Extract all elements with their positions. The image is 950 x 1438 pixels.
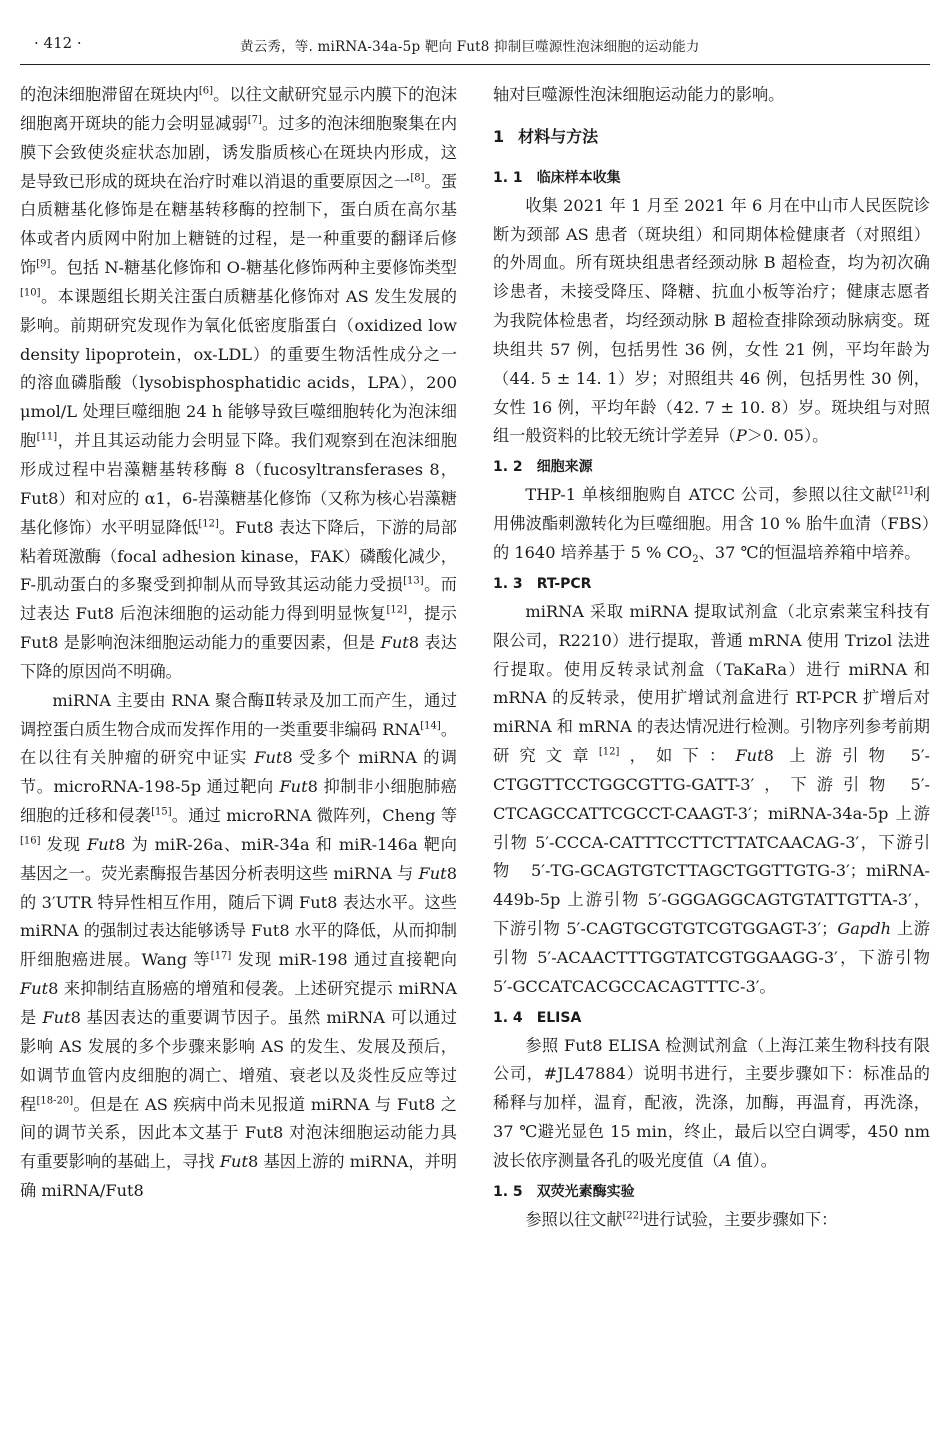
citation-ref[interactable]: [16]	[20, 835, 41, 847]
subsection-title: ELISA	[536, 1009, 582, 1026]
right-column	[493, 81, 930, 1235]
citation-ref[interactable]: [22]	[622, 1210, 644, 1222]
subsection-number: 1. 4	[493, 1009, 523, 1026]
citation-ref[interactable]: [12]	[198, 518, 219, 530]
paragraph-luciferase	[493, 1206, 930, 1235]
text-run: miRNA 主要由 RNA 聚合酶Ⅱ转录及加工而产生，通过调控蛋白质生物合成而发挥作用的一类重要非编码 RNA	[20, 690, 457, 739]
text-run: ，提示 Fut8 是影响泡沫细胞运动能力的重要因素，但是	[20, 604, 457, 653]
text-run: 。而过表达 Fut8 后泡沫细胞的运动能力得到明显恢复	[20, 575, 457, 624]
section-heading-methods	[493, 123, 930, 152]
text-run: ，并且其运动能力会明显下降。我们观察到在泡沫细胞形成过程中岩藻糖基转移酶 8（fucosyltransferases 8，Fut8）和对应的 α1，6-岩藻糖基化修饰（又称为核心岩藻糖基化修饰）水平明显降低	[20, 431, 458, 537]
subsection-heading-1-5	[493, 1178, 930, 1206]
text-run: THP-1 单核细胞购自 ATCC 公司，参照以往文献	[525, 485, 893, 505]
subsection-number: 1. 3	[493, 575, 523, 592]
text-run: 发现	[40, 834, 87, 854]
subsection-number: 1. 1	[493, 169, 523, 186]
variable-italic: A	[719, 1151, 732, 1170]
subsection-heading-1-4	[493, 1004, 930, 1032]
subsection-heading-1-3	[493, 570, 930, 598]
subsection-title: 双荧光素酶实验	[536, 1183, 635, 1200]
subsection-title: RT-PCR	[536, 575, 592, 592]
text-run: 8 抑制非小细胞肺癌细胞的迁移和侵袭	[20, 777, 457, 826]
text-run: 8 来抑制结直肠癌的增殖和侵袭。上述研究提示 miRNA 是	[20, 979, 457, 1027]
subscript: 2	[692, 554, 699, 566]
citation-ref[interactable]: [17]	[210, 950, 232, 962]
text-run: 收集 2021 年 1 月至 2021 年 6 月在中山市人民医院诊断为颈部 AS 患者（斑块组）和同期体检健康者（对照组）的外周血。所有斑块组患者经颈动脉 B 超检查，均为初次确诊患者，未接受降压、降糖、抗血小板等治疗；健康志愿者为我院体检患者，均经颈动脉 B 超检查排除颈动脉病变。斑块组共 57 例，包括男性 36 例，女性 21 例，平均年龄为（44. 5 ± 14. 1）岁；对照组共 46 例，包括男性 30 例，女性 16 例，平均年龄（42. 7 ± 10. 8）岁。斑块组与对照组一般资料的比较无统计学差异（	[493, 195, 930, 446]
text-run: 发现 miR-198 通过直接靶向	[231, 950, 457, 970]
subsection-heading-1-2	[493, 453, 930, 481]
running-title: 黄云秀，等. miRNA-34a-5p 靶向 Fut8 抑制巨噬源性泡沫细胞的运动能力	[240, 39, 700, 55]
subsection-heading-1-1	[493, 164, 930, 192]
gene-name-italic: Fut	[279, 777, 308, 797]
gene-name-italic: Fut	[20, 979, 49, 999]
citation-ref[interactable]: [9]	[36, 258, 51, 270]
text-run: 8 为 miR-26a、miR-34a 和 miR-146a 靶向基因之一。荧光素酶报告基因分析表明这些 miRNA 与	[20, 834, 457, 883]
text-run: 8 基因上游的 miRNA，并明确 miRNA/Fut8	[20, 1152, 457, 1201]
text-run: 。本课题组长期关注蛋白质糖基化修饰对 AS 发生发展的影响。前期研究发现作为氧化低密度脂蛋白（oxidized low density lipoprotein，ox-LDL）的重要生物活性成分之一的溶血磷脂酸（lysobisphosphatidic acids，LPA），200 μmol/L 处理巨噬细胞 24 h 能够导致巨噬细胞转化为泡沫细胞	[20, 286, 457, 451]
text-run: 。但是在 AS 疾病中尚未见报道 miRNA 与 Fut8 之间的调节关系，因此本文基于 Fut8 对泡沫细胞运动能力具有重要影响的基础上，寻找	[20, 1094, 457, 1172]
stat-symbol-italic: P	[735, 426, 747, 446]
citation-ref[interactable]: [10]	[20, 287, 41, 299]
citation-ref[interactable]: [7]	[247, 114, 262, 126]
intro-paragraph-2	[20, 687, 457, 1206]
subsection-title: 细胞来源	[536, 459, 593, 476]
gene-name-italic: Fut	[254, 748, 283, 768]
text-run: 、37 ℃的恒温培养箱中培养。	[698, 542, 921, 562]
text-run: 。Fut8 表达下降后，下游的局部粘着斑激酶（focal adhesion kinase，FAK）磷酸化减少，F-肌动蛋白的多聚受到抑制从而导致其运动能力受损	[20, 517, 457, 595]
intro-paragraph-end: 轴对巨噬源性泡沫细胞运动能力的影响。	[493, 85, 785, 104]
text-run: 8 上游引物 5′-CTGGTTCCTGGCGTTG-GATT-3′，下游引物 5′-CTCAGCCATTCGCCT-CAAGT-3′；miRNA-34a-5p 上游引物 5′-CCCA-CATTTCCTTCTTATCAACAG-3′，下游引物 5′-TG-GCAGTGTCTTAGCTGGTTGTG-3′；miRNA-449b-5p 上游引物 5′-GGGAGGCAGTGTATTGTTA-3′，下游引物 5′-CAGTGCGTGTCGTGGAGT-3′；	[493, 746, 931, 939]
text-run: 。以往文献研究显示内膜下的泡沫细胞离开斑块的能力会明显减弱	[20, 85, 458, 133]
citation-ref[interactable]: [11]	[36, 431, 58, 443]
text-run: 利用佛波酯刺激转化为巨噬细胞。用含 10 % 胎牛血清（FBS）的 1640 培养基于 5 % CO	[493, 485, 931, 562]
subsection-title: 临床样本收集	[536, 169, 621, 186]
citation-ref[interactable]: [12]	[386, 604, 407, 616]
gene-name-italic: Fut	[380, 633, 409, 653]
citation-ref[interactable]: [21]	[892, 485, 914, 497]
paragraph-cell-source	[493, 481, 930, 568]
citation-ref[interactable]: [14]	[420, 720, 441, 732]
gene-name-italic: Fut	[735, 746, 764, 766]
text-run: 。包括 N-糖基化修饰和 O-糖基化修饰两种主要修饰类型	[50, 258, 457, 278]
intro-paragraph-1	[20, 81, 457, 687]
paragraph-clinical-samples	[493, 192, 930, 452]
citation-ref[interactable]: [18-20]	[36, 1095, 74, 1107]
text-run: 的泡沫细胞滞留在斑块内	[20, 85, 199, 104]
text-run: 参照 Fut8 ELISA 检测试剂盒（上海江莱生物科技有限公司，#JL47884）说明书进行，主要步骤如下：标准品的稀释与加样，温育，配液，洗涤，加酶，再温育，再洗涤，37 ℃避光显色 15 min，终止，最后以空白调零，450 nm 波长依序测量各孔的吸光度值（	[493, 1035, 930, 1170]
citation-ref[interactable]: [13]	[403, 575, 424, 587]
gene-name-italic: Fut	[219, 1152, 248, 1172]
citation-ref[interactable]: [8]	[410, 172, 425, 184]
section-title: 材料与方法	[518, 126, 599, 146]
subsection-number: 1. 2	[493, 459, 523, 476]
gene-name-italic: Fut	[418, 863, 447, 883]
text-run: 进行试验，主要步骤如下：	[643, 1209, 838, 1229]
section-number: 1	[493, 126, 505, 146]
text-run: 。在以往有关肿瘤的研究中证实	[20, 719, 458, 768]
text-run: ＞0. 05）。	[746, 426, 829, 446]
text-run: 8 表达下降的原因尚不明确。	[20, 633, 457, 681]
paragraph-elisa	[493, 1032, 930, 1176]
text-run: 8 基因表达的重要调节因子。虽然 miRNA 可以通过影响 AS 发展的多个步骤来影响 AS 的发生、发展及预后，如调节血管内皮细胞的凋亡、增殖、衰老以及炎性反应等过程	[20, 1008, 457, 1114]
text-run: 。过多的泡沫细胞聚集在内膜下会致使炎症状态加剧，诱发脂质核心在斑块内形成，这是导致已形成的斑块在治疗时难以消退的重要原因之一	[20, 113, 458, 191]
citation-ref[interactable]: [15]	[151, 806, 172, 818]
text-run: 。通过 microRNA 微阵列，Cheng 等	[171, 806, 458, 826]
gene-name-italic: Gapdh	[837, 919, 892, 939]
page-number: · 412 ·	[34, 34, 82, 52]
page-header	[20, 30, 930, 65]
text-run: 上游引物 5′-ACAACTTTGGTATCGTGGAAGG-3′，下游引物 5′-GCCATCACGCCACAGTTTC-3′。	[493, 919, 930, 996]
left-column	[20, 81, 457, 1206]
text-run: 值）。	[731, 1151, 777, 1170]
citation-ref[interactable]: [12]	[598, 746, 620, 758]
citation-ref[interactable]: [6]	[198, 85, 214, 97]
gene-name-italic: Fut	[86, 834, 116, 854]
paragraph-rt-pcr	[493, 598, 930, 1002]
subsection-number: 1. 5	[493, 1183, 523, 1200]
text-run: ，如下：	[619, 746, 736, 766]
text-run: 8 的 3′UTR 特异性相互作用，随后下调 Fut8 表达水平。这些 miRNA 的强制过表达能够诱导 Fut8 水平的降低，从而抑制肝细胞癌进展。Wang 等	[20, 863, 457, 970]
text-run: 8 受多个 miRNA 的调节。microRNA-198-5p 通过靶向	[20, 748, 457, 797]
text-run: miRNA 采取 miRNA 提取试剂盒（北京索莱宝科技有限公司，R2210）进行提取，普通 mRNA 使用 Trizol 法进行提取。使用反转录试剂盒（TaKaRa）进行 miRNA 和 mRNA 的反转录，使用扩增试剂盒进行 RT-PCR 扩增后对 miRNA 和 mRNA 的表达情况进行检测。引物序列参考前期研究文章	[493, 601, 930, 766]
gene-name-italic: Fut	[42, 1008, 71, 1027]
text-run: 参照以往文献	[525, 1209, 623, 1229]
text-run: 。蛋白质糖基化修饰是在糖基转移酶的控制下，蛋白质在高尔基体或者内质网中附加上糖链的过程，是一种重要的翻译后修饰	[20, 171, 458, 278]
